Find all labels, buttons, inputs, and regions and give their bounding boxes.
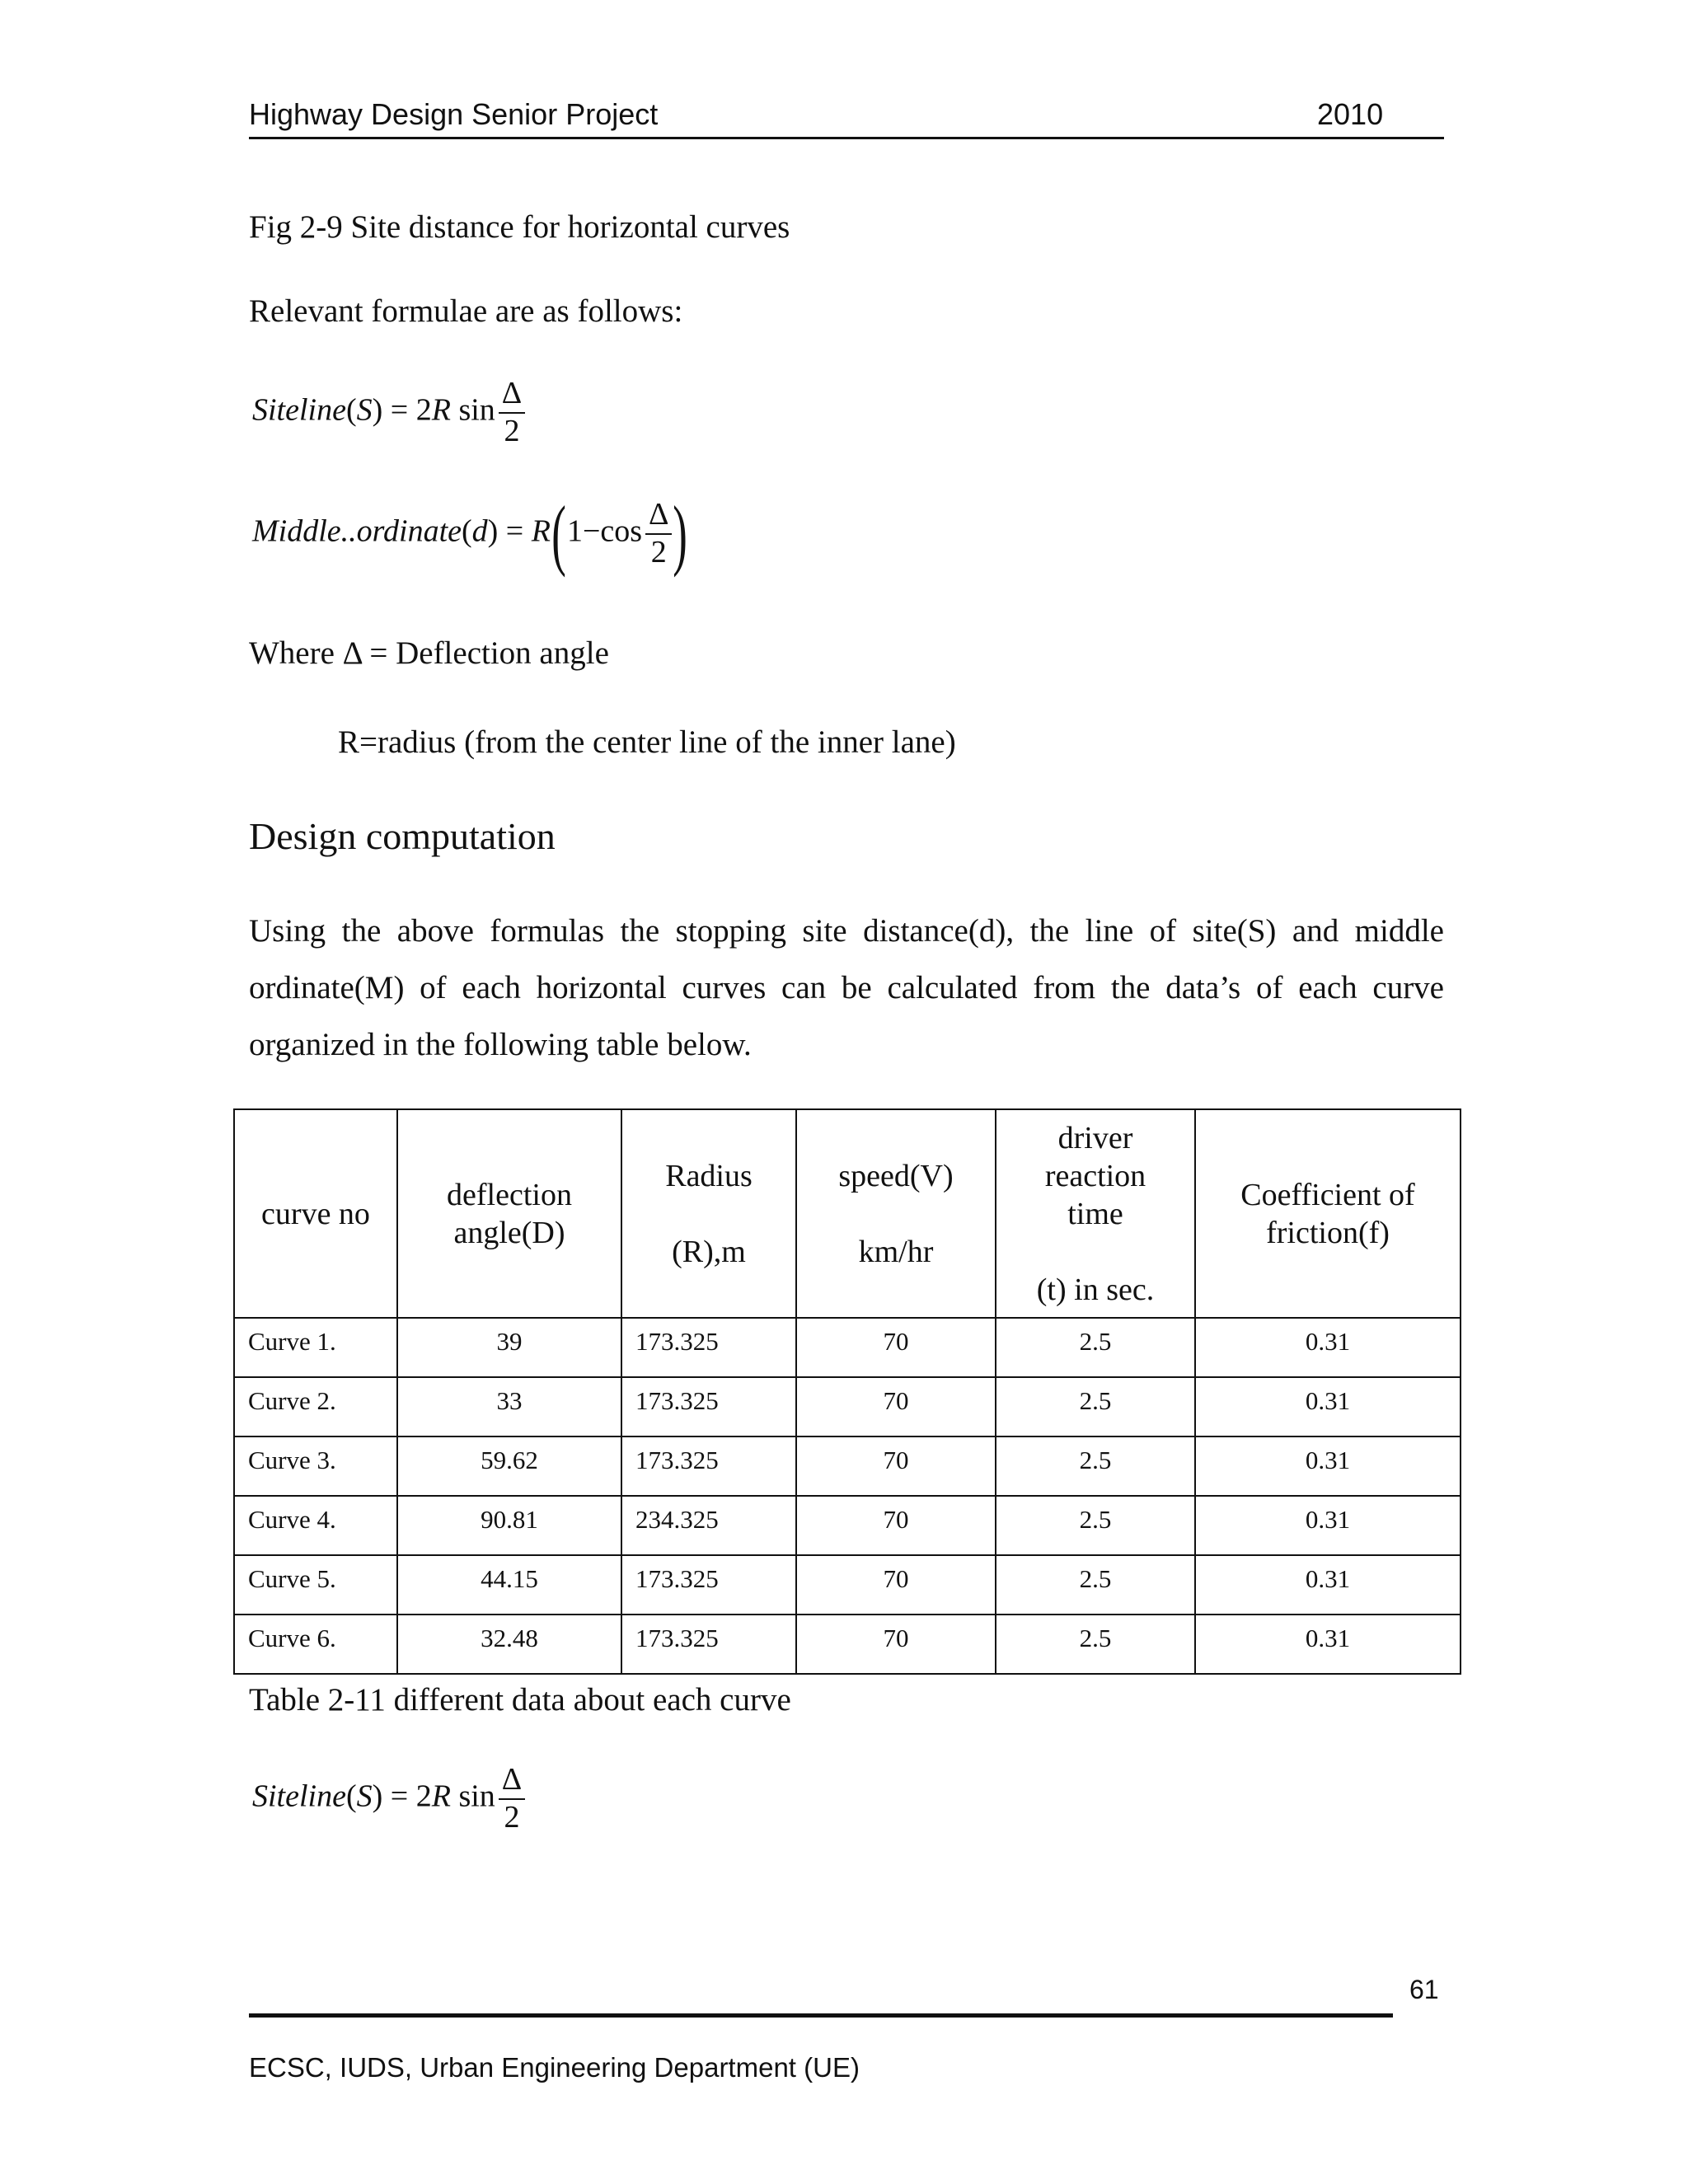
cell-friction: 0.31 [1195, 1377, 1461, 1436]
where-radius: R=radius (from the center line of the inner lane) [338, 724, 956, 760]
cell-speed: 70 [796, 1615, 996, 1674]
cell-deflection: 44.15 [397, 1555, 621, 1615]
formula-coef: 2 [415, 1779, 432, 1814]
fraction-denominator: 2 [645, 533, 672, 569]
table-header-row [234, 1109, 1461, 1318]
formula-lhs-var: S [356, 392, 373, 428]
cell-speed: 70 [796, 1318, 996, 1377]
formula-siteline: Siteline(S) = 2R sin $\frac{\Delta}{2}$ [252, 377, 525, 448]
formula-siteline-repeat: Siteline(S) = 2R sin $\frac{\Delta}{2}$ [252, 1764, 525, 1835]
cell-curve: Curve 2. [234, 1377, 397, 1436]
formula-rhs-var: R [431, 392, 451, 428]
cell-reaction: 2.5 [996, 1436, 1195, 1496]
cell-radius: 173.325 [621, 1615, 796, 1674]
header-rule [249, 137, 1444, 139]
header-friction: Coefficient of friction(f) [1195, 1109, 1461, 1318]
cell-curve: Curve 4. [234, 1496, 397, 1555]
formula-rhs-var: R [431, 1779, 451, 1814]
formula-fn: sin [458, 1779, 495, 1814]
table-row [234, 1615, 1461, 1674]
formula-fraction [645, 499, 672, 569]
formula-fraction [499, 1764, 525, 1835]
table-row [234, 1436, 1461, 1496]
cell-reaction: 2.5 [996, 1555, 1195, 1615]
fraction-numerator: Δ [501, 1762, 523, 1797]
formula-fraction [499, 377, 525, 448]
formula-coef: 2 [415, 392, 432, 428]
cell-radius: 173.325 [621, 1377, 796, 1436]
header-radius: Radius (R),m [621, 1109, 796, 1318]
fraction-denominator: 2 [499, 1798, 525, 1835]
footer-text: ECSC, IUDS, Urban Engineering Department (UE) [249, 2052, 860, 2083]
cell-deflection: 32.48 [397, 1615, 621, 1674]
cell-speed: 70 [796, 1555, 996, 1615]
where-delta: Where Δ = Deflection angle [249, 635, 609, 671]
table-caption: Table 2-11 different data about each curve [249, 1682, 791, 1718]
cell-friction: 0.31 [1195, 1436, 1461, 1496]
formula-middle-ordinate: Middle..ordinate(d) = R(1−cos $\frac{\Delta}{2}$ ) [252, 490, 688, 578]
cell-reaction: 2.5 [996, 1496, 1195, 1555]
right-paren: ) [673, 490, 688, 578]
cell-radius: 173.325 [621, 1318, 796, 1377]
formula-lhs-var: d [471, 513, 488, 549]
cell-speed: 70 [796, 1436, 996, 1496]
formula-fn: sin [458, 392, 495, 428]
cell-friction: 0.31 [1195, 1496, 1461, 1555]
header-title: Highway Design Senior Project [249, 97, 659, 131]
cell-reaction: 2.5 [996, 1377, 1195, 1436]
formula-lhs-name: Middle..ordinate [252, 513, 462, 549]
cell-deflection: 90.81 [397, 1496, 621, 1555]
cell-curve: Curve 3. [234, 1436, 397, 1496]
header-reaction-time: driver reaction time (t) in sec. [996, 1109, 1195, 1318]
formula-one-minus-cos: 1−cos [566, 513, 643, 549]
cell-curve: Curve 1. [234, 1318, 397, 1377]
table-row [234, 1496, 1461, 1555]
cell-reaction: 2.5 [996, 1615, 1195, 1674]
formula-lhs-name: Siteline [252, 392, 346, 428]
header-curve-no: curve no [234, 1109, 397, 1318]
formula-rhs-var: R [531, 513, 551, 549]
cell-deflection: 59.62 [397, 1436, 621, 1496]
cell-radius: 234.325 [621, 1496, 796, 1555]
curve-data-table [233, 1108, 1461, 1675]
cell-friction: 0.31 [1195, 1318, 1461, 1377]
figure-caption: Fig 2-9 Site distance for horizontal curves [249, 209, 790, 245]
formula-lhs-var: S [356, 1779, 373, 1814]
page-number: 61 [1409, 1975, 1439, 2004]
intro-text: Relevant formulae are as follows: [249, 293, 683, 329]
fraction-numerator: Δ [649, 497, 669, 532]
cell-deflection: 39 [397, 1318, 621, 1377]
table-row [234, 1318, 1461, 1377]
cell-speed: 70 [796, 1496, 996, 1555]
cell-friction: 0.31 [1195, 1615, 1461, 1674]
cell-radius: 173.325 [621, 1555, 796, 1615]
table-row [234, 1555, 1461, 1615]
cell-deflection: 33 [397, 1377, 621, 1436]
cell-curve: Curve 5. [234, 1555, 397, 1615]
body-paragraph: Using the above formulas the stopping site distance(d), the line of site(S) and middle ordinate(M) of each horizontal curves can be calculated from the data’s of each curve organized in the following table below. [249, 913, 1444, 1062]
cell-reaction: 2.5 [996, 1318, 1195, 1377]
fraction-numerator: Δ [501, 376, 523, 410]
table-row [234, 1377, 1461, 1436]
left-paren: ( [551, 490, 566, 578]
fraction-denominator: 2 [499, 412, 525, 448]
cell-friction: 0.31 [1195, 1555, 1461, 1615]
cell-radius: 173.325 [621, 1436, 796, 1496]
footer-rule [249, 2013, 1393, 2018]
formula-lhs-name: Siteline [252, 1779, 346, 1814]
header-deflection: deflection angle(D) [397, 1109, 621, 1318]
header-speed: speed(V) km/hr [796, 1109, 996, 1318]
header-year: 2010 [1317, 97, 1384, 131]
cell-speed: 70 [796, 1377, 996, 1436]
cell-curve: Curve 6. [234, 1615, 397, 1674]
section-heading: Design computation [249, 815, 556, 857]
